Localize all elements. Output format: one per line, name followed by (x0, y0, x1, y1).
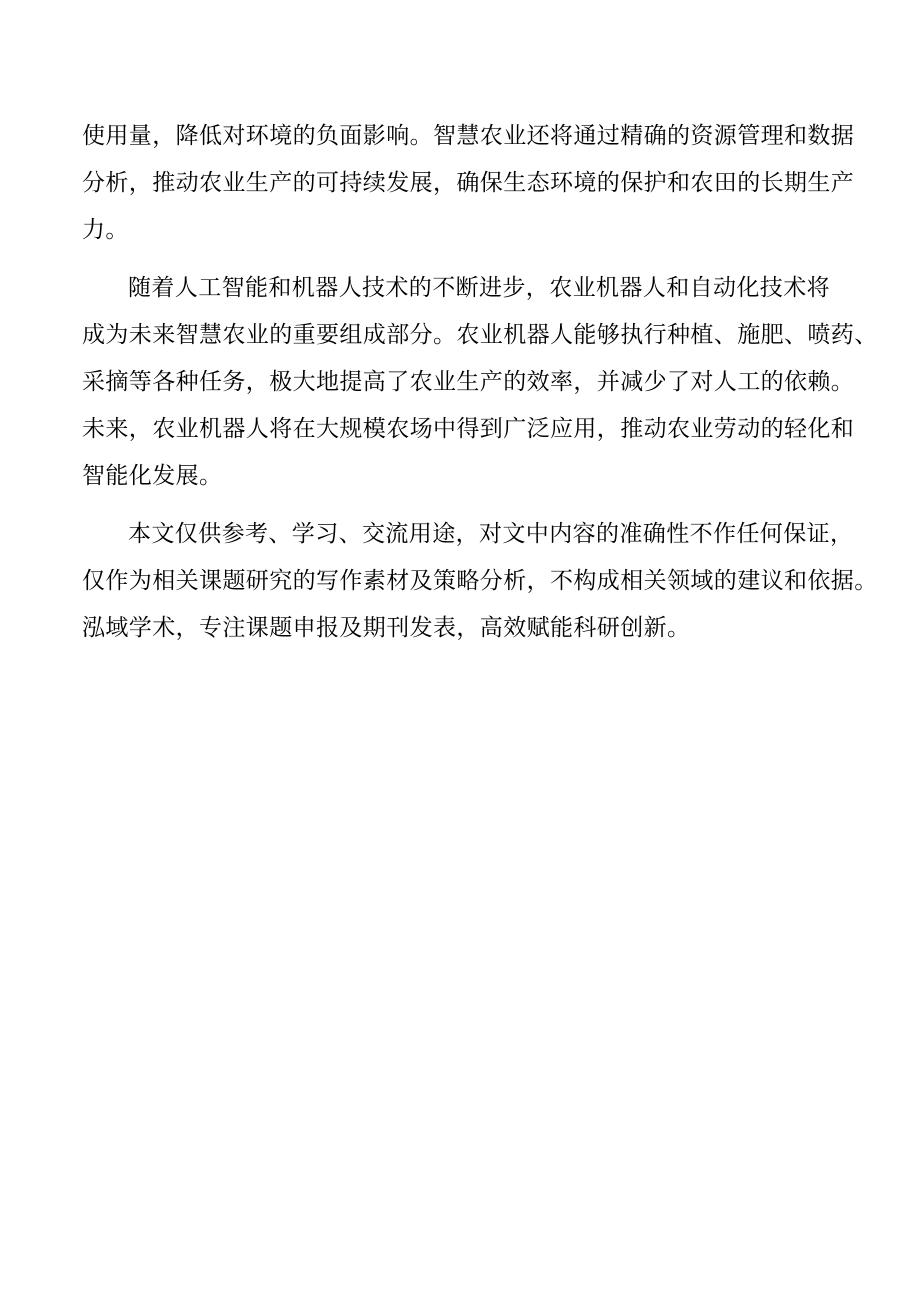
paragraph-line: 力。 (82, 217, 129, 243)
document-body (82, 113, 878, 652)
paragraph-3-disclaimer (82, 511, 878, 652)
paragraph-line: 泓域学术，专注课题申报及期刊发表，高效赋能科研创新。 (82, 615, 691, 641)
paragraph-line: 成为未来智慧农业的重要组成部分。农业机器人能够执行种植、施肥、喷药、 (82, 322, 878, 348)
paragraph-line: 使用量，降低对环境的负面影响。智慧农业还将通过精确的资源管理和数据 (82, 123, 855, 149)
paragraph-spacer (82, 500, 872, 511)
paragraph-line: 分析，推动农业生产的可持续发展，确保生态环境的保护和农田的长期生产 (82, 170, 855, 196)
paragraph-2 (82, 265, 878, 500)
paragraph-spacer (82, 254, 872, 265)
paragraph-line: 智能化发展。 (82, 463, 223, 489)
paragraph-line: 本文仅供参考、学习、交流用途，对文中内容的准确性不作任何保证， (128, 521, 854, 547)
paragraph-line: 仅作为相关课题研究的写作素材及策略分析，不构成相关领域的建议和依据。 (82, 568, 878, 594)
paragraph-line: 未来，农业机器人将在大规模农场中得到广泛应用，推动农业劳动的轻化和 (82, 416, 855, 442)
paragraph-line: 随着人工智能和机器人技术的不断进步，农业机器人和自动化技术将 (128, 275, 830, 301)
paragraph-line: 采摘等各种任务，极大地提高了农业生产的效率，并减少了对人工的依赖。 (82, 369, 855, 395)
paragraph-1 (82, 113, 872, 254)
